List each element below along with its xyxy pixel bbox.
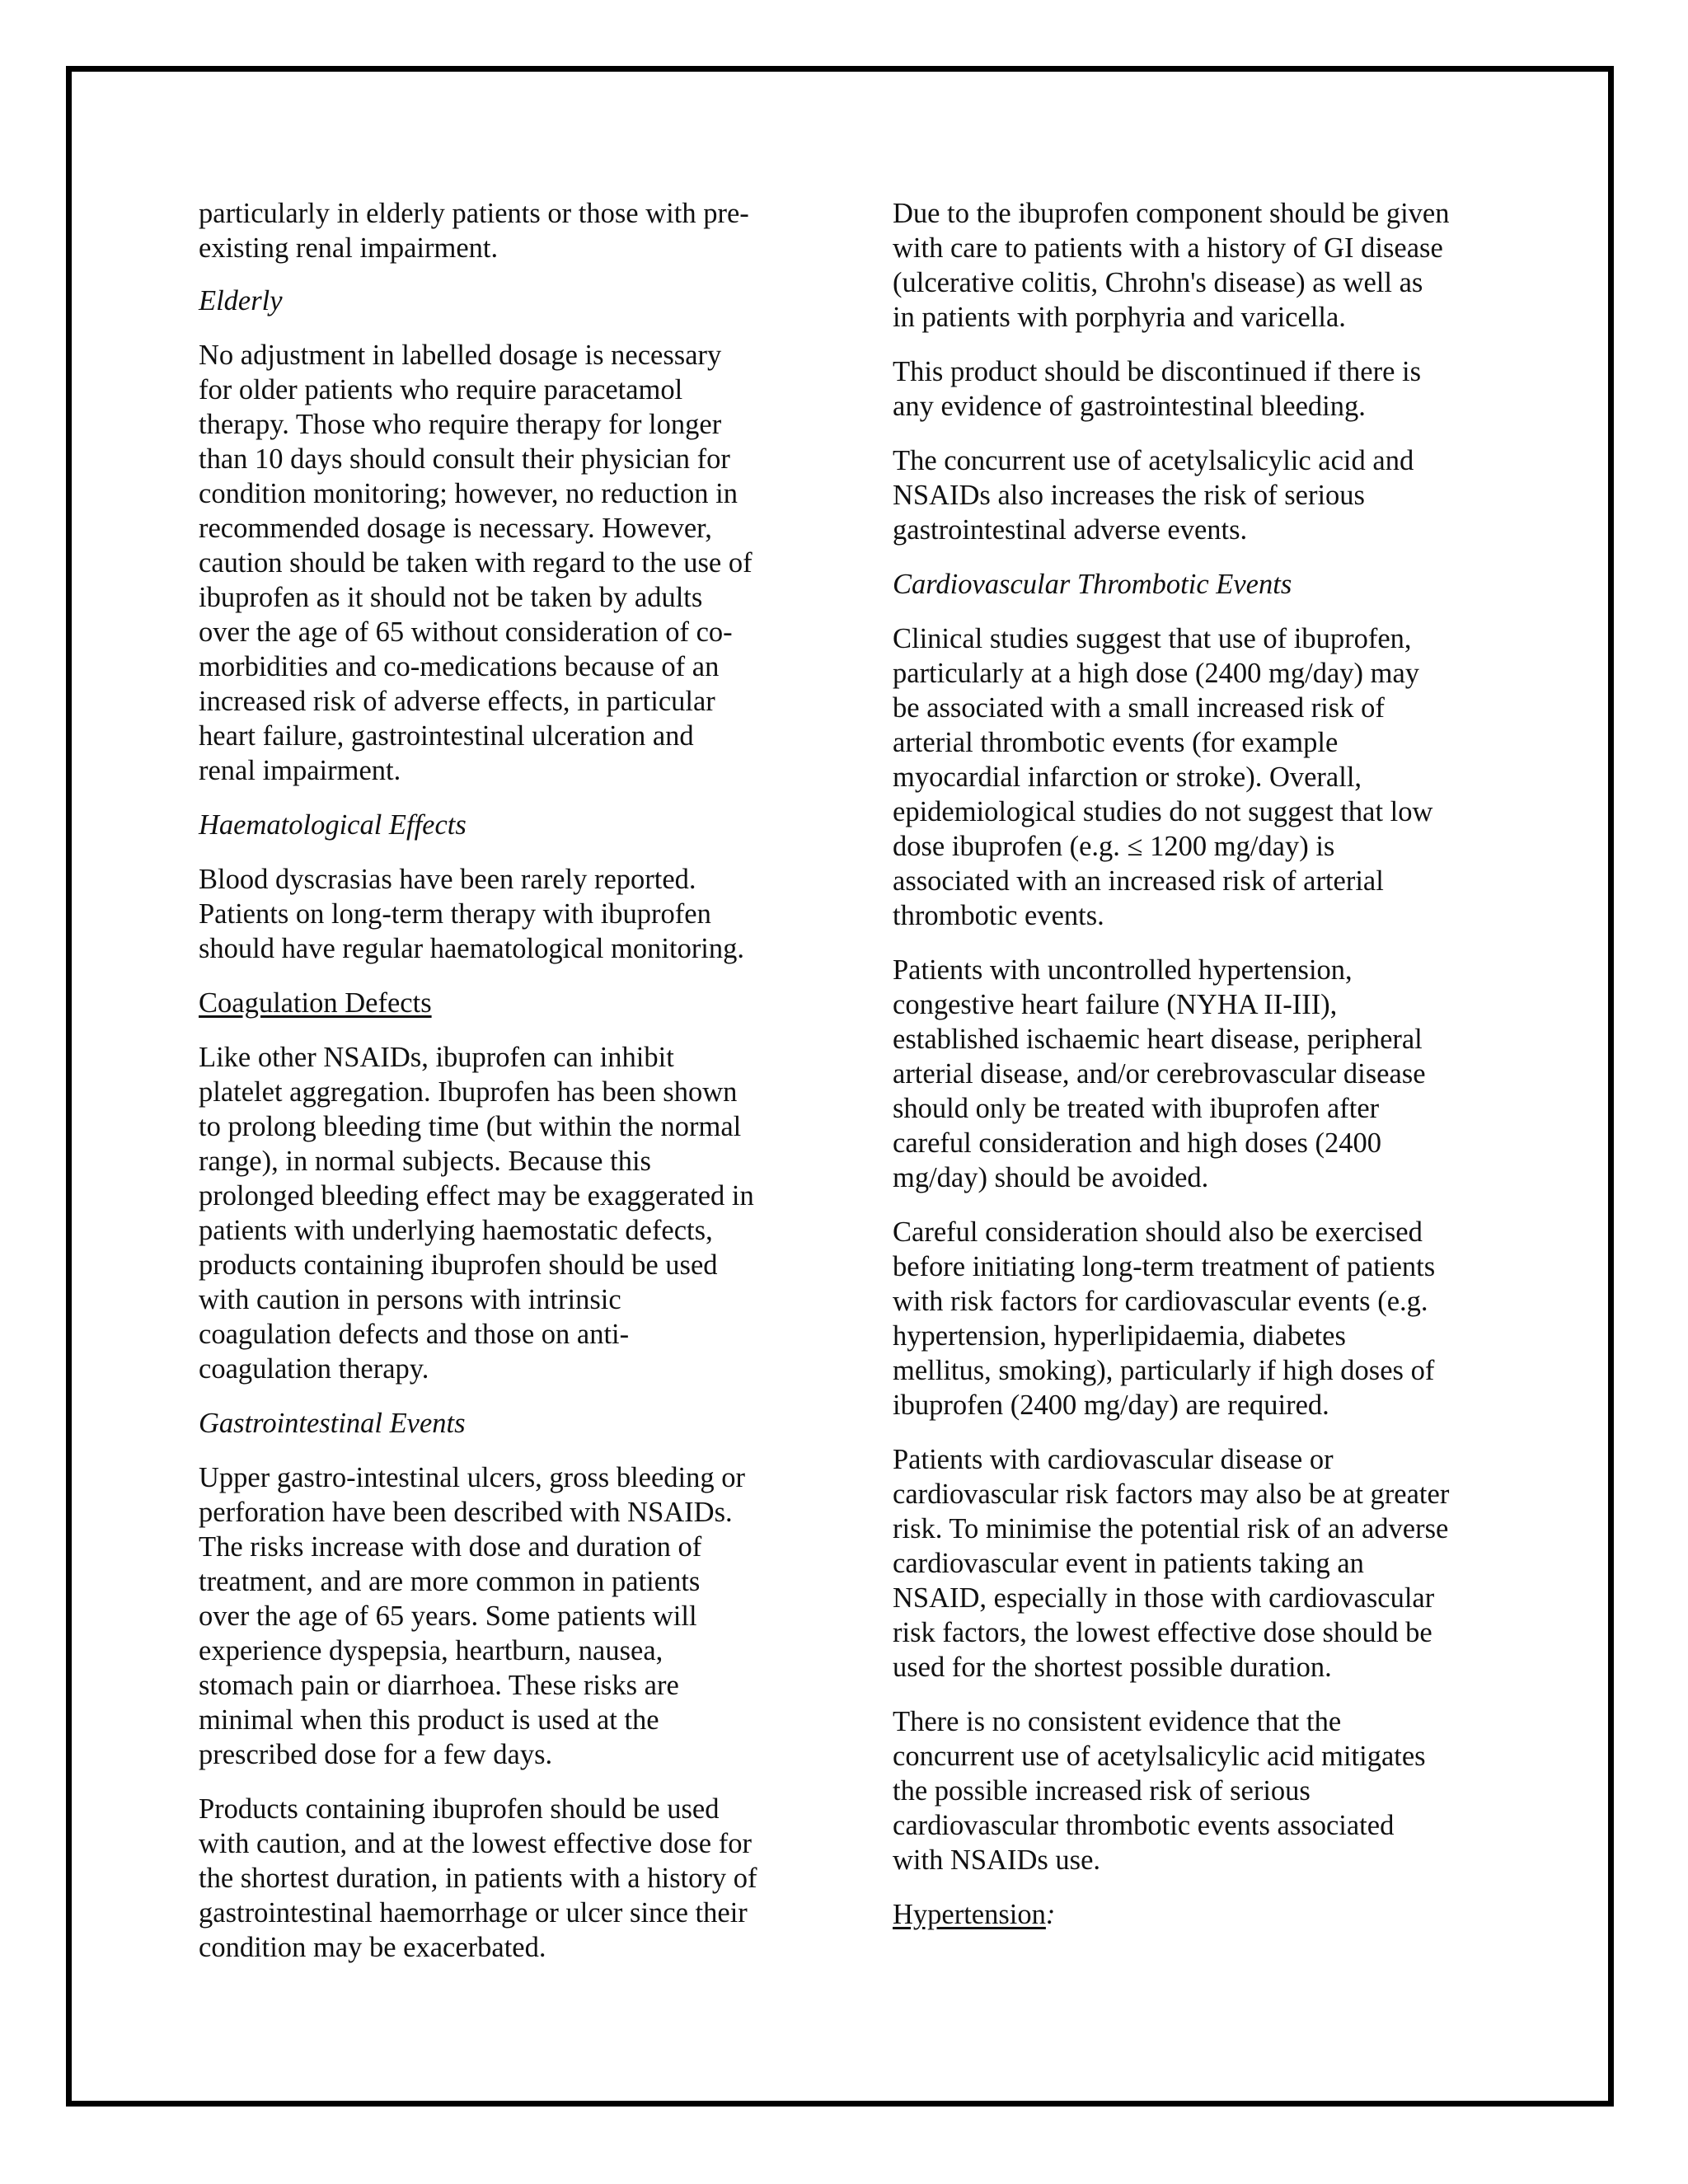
gastrointestinal-paragraph-1: Upper gastro-intestinal ulcers, gross bleeding or perforation have been described with NSAIDs. The risks increase with dose and duration of treatment, and are more common in patients over the age of 65 years. Some patients will experience dyspepsia, heartburn, nausea, stomach pain or diarrhoea. These risks are minimal when this product is used at the prescribed dose for a few days. — [199, 1462, 745, 1770]
cardiovascular-paragraph-2: Patients with uncontrolled hypertension, congestive heart failure (NYHA II-III), established ischaemic heart disease, peripheral arterial disease, and/or cerebrovascular disease should only be treated with ibuprofen after careful consideration and high doses (2400 mg/day) should be avoided. — [893, 954, 1426, 1193]
cardiovascular-paragraph-5: There is no consistent evidence that the concurrent use of acetylsalicylic acid mitigates the possible increased risk of serious cardiovascular thrombotic events associated with NSAIDs use. — [893, 1706, 1426, 1876]
cardiovascular-heading: Cardiovascular Thrombotic Events — [893, 569, 1292, 600]
gastrointestinal-heading: Gastrointestinal Events — [199, 1408, 466, 1439]
continuation-paragraph: particularly in elderly patients or those with pre- existing renal impairment. — [199, 198, 749, 264]
gastrointestinal-paragraph-2: Products containing ibuprofen should be used with caution, and at the lowest effective dose for the shortest duration, in patients with a history of gastrointestinal haemorrhage or ulcer since their condition may be exacerbated. — [199, 1793, 757, 1963]
elderly-paragraph: No adjustment in labelled dosage is necessary for older patients who require paracetamol therapy. Those who require therapy for longer than 10 days should consult their physician for condition monitoring; however, no reduction in recommended dosage is necessary. However, caution should be taken with regard to the use of ibuprofen as it should not be taken by adults over the age of 65 without consideration of co- morbidities and co-medications because of an increased risk of adverse effects, in particular heart failure, gastrointestinal ulceration and renal impairment. — [199, 340, 753, 786]
cardiovascular-paragraph-3: Careful consideration should also be exercised before initiating long-term treatment of patients with risk factors for cardiovascular events (e.g. hypertension, hyperlipidaemia, diabetes mellitus, smoking), particularly if high doses of ibuprofen (2400 mg/day) are required. — [893, 1216, 1436, 1421]
gastrointestinal-paragraph-3: Due to the ibuprofen component should be given with care to patients with a history of GI disease (ulcerative colitis, Chrohn's disease) as well as in patients with porphyria and varicella. — [893, 198, 1450, 333]
cardiovascular-paragraph-4: Patients with cardiovascular disease or cardiovascular risk factors may also be at greater risk. To minimise the potential risk of an adverse cardiovascular event in patients taking an NSAID, especially in those with cardiovascular risk factors, the lowest effective dose should be used for the shortest possible duration. — [893, 1444, 1450, 1683]
left-column — [199, 196, 800, 1985]
hypertension-colon: : — [1045, 1899, 1056, 1930]
cardiovascular-paragraph-1: Clinical studies suggest that use of ibuprofen, particularly at a high dose (2400 mg/day) may be associated with a small increased risk of arterial thrombotic events (for example myocardial infarction or stroke). Overall, epidemiological studies do not suggest that low dose ibuprofen (e.g. ≤ 1200 mg/day) is associated with an increased risk of arterial thrombotic events. — [893, 623, 1433, 931]
hypertension-heading-line — [893, 1897, 1494, 1932]
gastrointestinal-paragraph-4: This product should be discontinued if there is any evidence of gastrointestinal bleeding. — [893, 356, 1422, 422]
coagulation-heading: Coagulation Defects — [199, 987, 432, 1019]
elderly-heading: Elderly — [199, 285, 283, 316]
gastrointestinal-paragraph-5: The concurrent use of acetylsalicylic acid and NSAIDs also increases the risk of serious gastrointestinal adverse events. — [893, 445, 1414, 546]
right-column — [893, 196, 1494, 1952]
hypertension-heading: Hypertension — [893, 1899, 1046, 1930]
haematological-heading: Haematological Effects — [199, 809, 467, 841]
haematological-paragraph: Blood dyscrasias have been rarely reported. Patients on long-term therapy with ibuprofen should have regular haematological monitoring. — [199, 864, 745, 964]
coagulation-paragraph: Like other NSAIDs, ibuprofen can inhibit platelet aggregation. Ibuprofen has been shown to prolong bleeding time (but within the normal range), in normal subjects. Because this prolonged bleeding effect may be exaggerated in patients with underlying haemostatic defects, products containing ibuprofen should be used with caution in persons with intrinsic coagulation defects and those on anti- coagulation therapy. — [199, 1042, 754, 1385]
